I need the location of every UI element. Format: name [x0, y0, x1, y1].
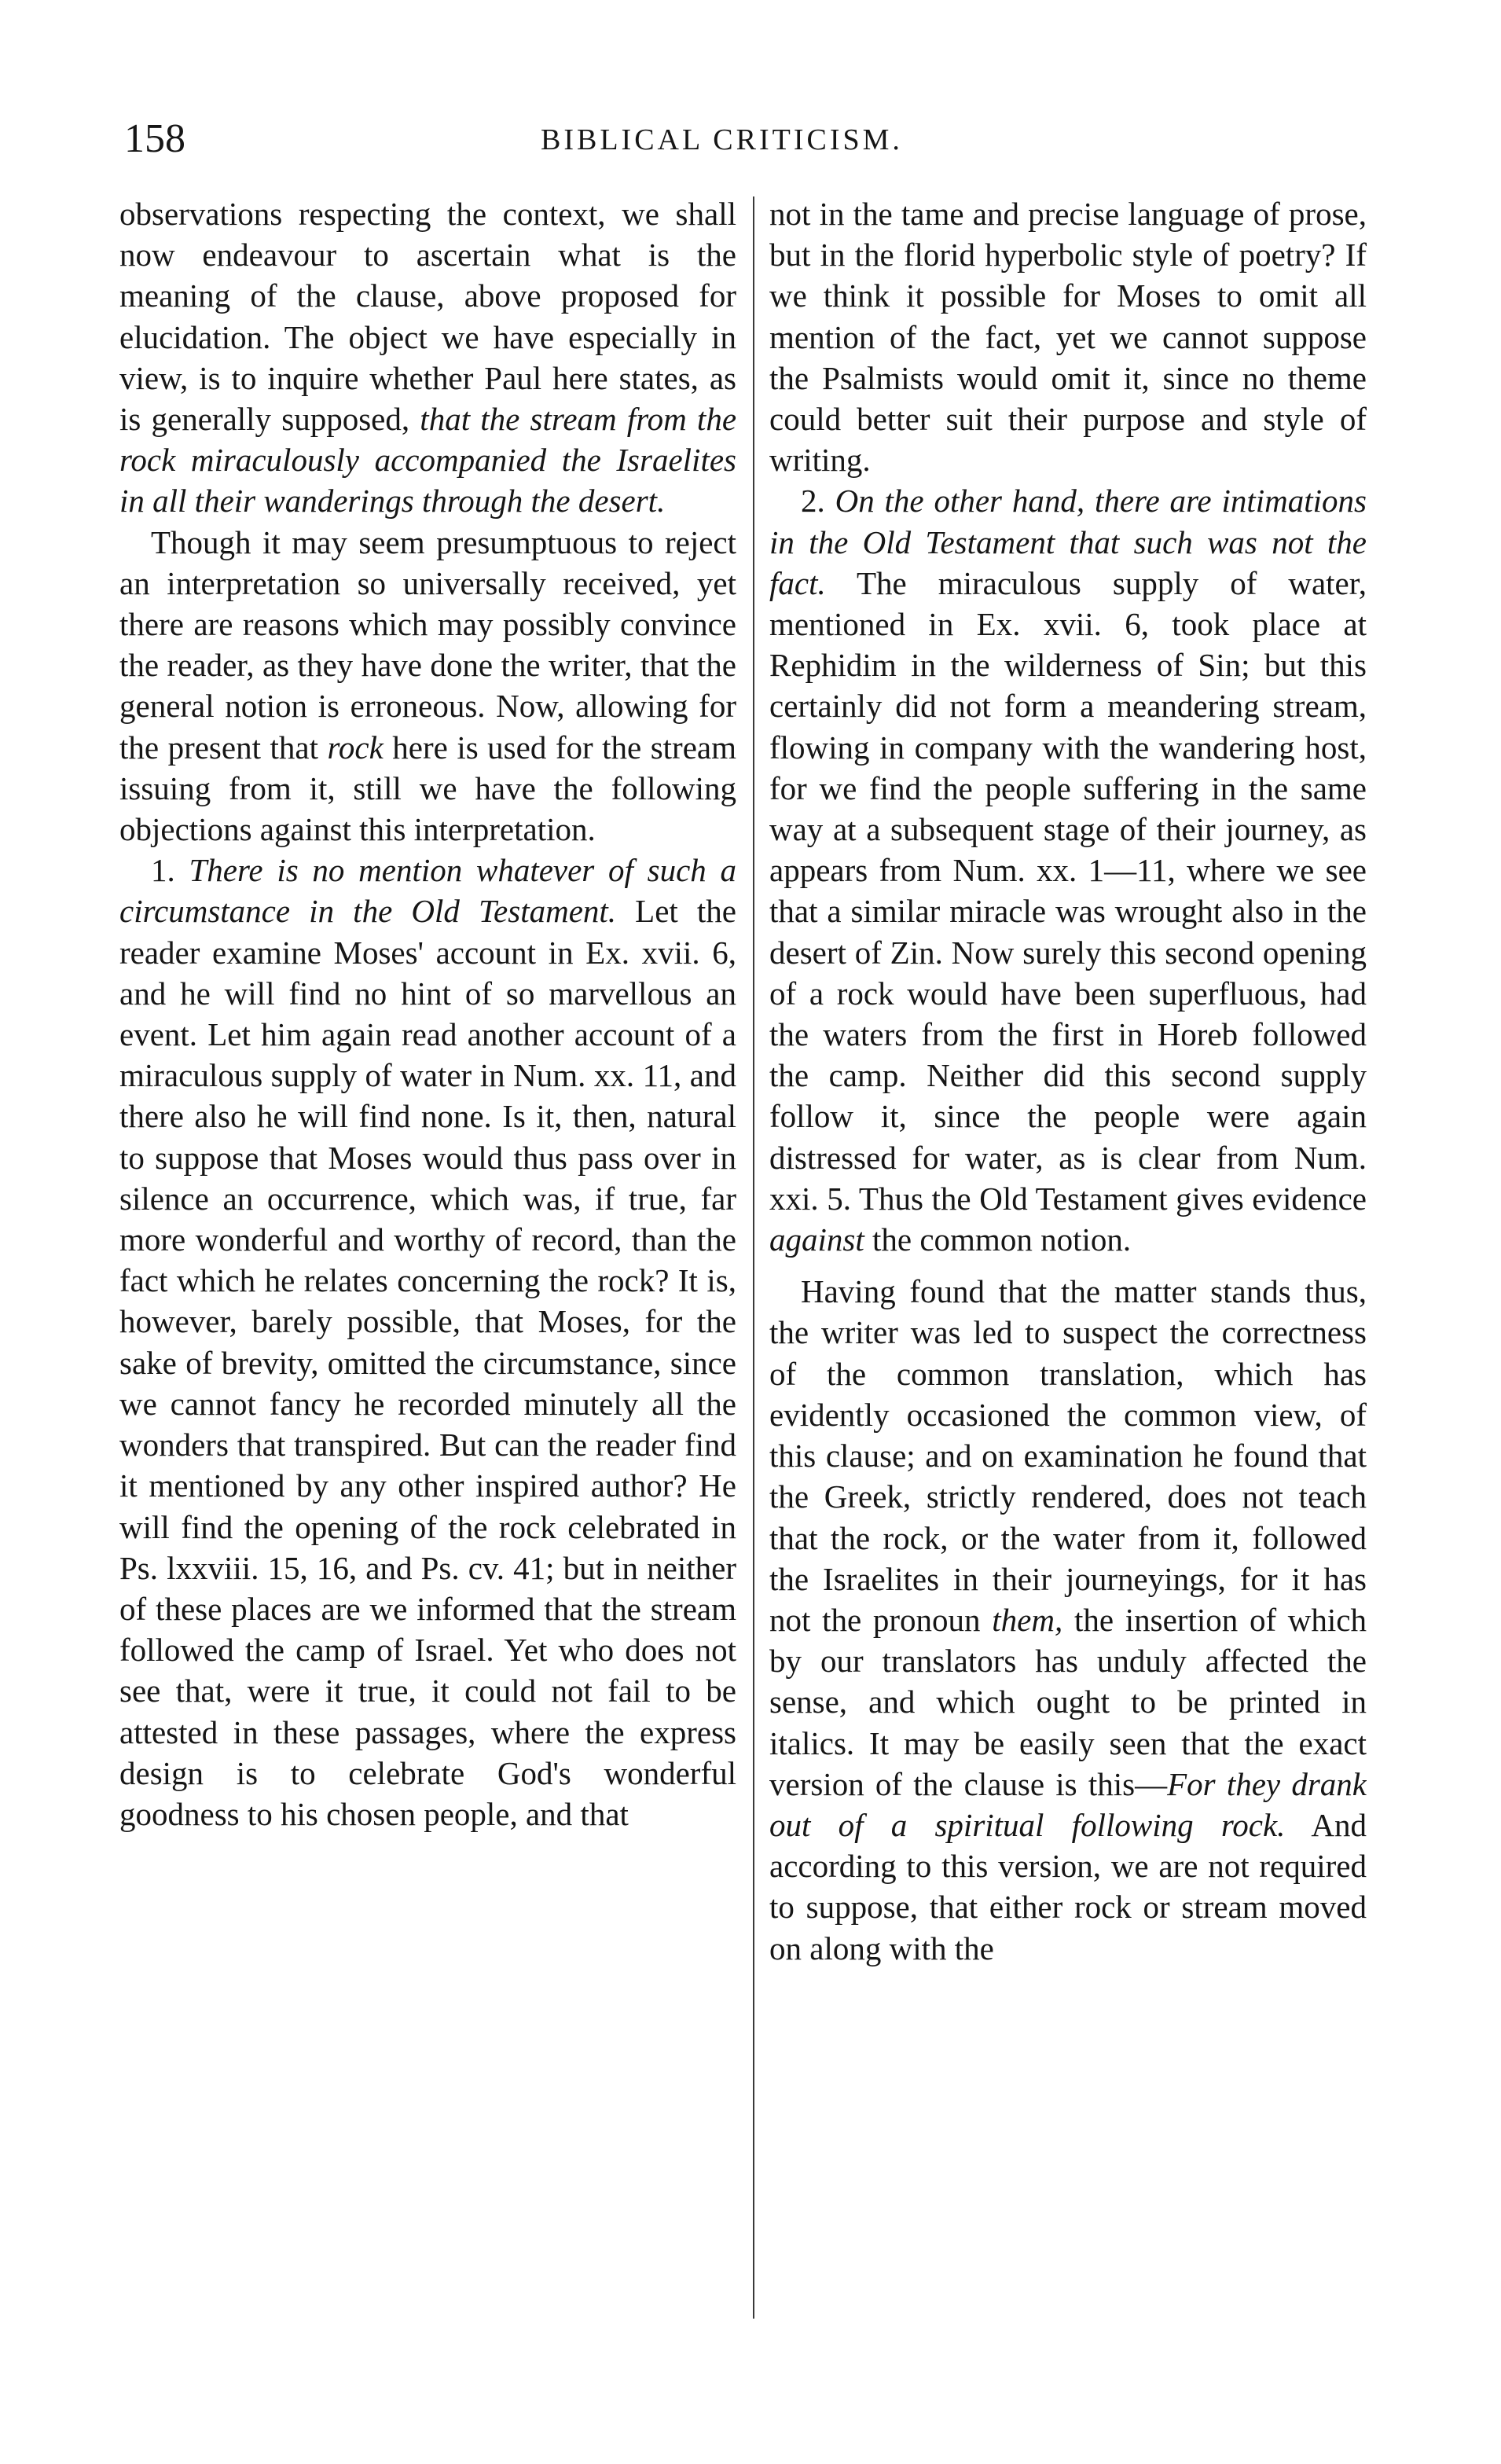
paragraph-poetry-continuation [769, 193, 1367, 480]
objection-number: 1. [151, 852, 189, 889]
page-header [124, 112, 1350, 167]
objection-number: 2. [801, 483, 835, 520]
running-head: BIBLICAL CRITICISM. [541, 123, 903, 156]
italic-word: rock [327, 729, 384, 766]
italic-translation: For they drank out of a spiritual following rock. [769, 1765, 1367, 1843]
paragraph-context-continuation [119, 193, 736, 522]
paragraph-text: the common notion. [864, 1221, 1132, 1258]
paragraph-objection-1 [119, 850, 736, 1834]
paragraph-text: Though it may seem presumptuous to reject an interpretation so universally received, yet there are reasons which may possibly convince the reader, as they have done the writer, that the general notion is erroneous. Now, allowing for the present that [119, 523, 736, 766]
italic-objection-heading: There is no mention whatever of such a circumstance in the Old Testament. [119, 852, 736, 930]
paragraph-objections-intro [119, 522, 736, 850]
italic-objection-heading: On the other hand, there are intimations in the Old Testament that such was not the fact. [769, 483, 1367, 601]
paragraph-text: Let the reader examine Moses' account in Ex. xvii. 6, and he will find no hint of so marvellous an event. Let him again read another account of a miraculous supply of water in Num. xx. 11, and there also he will find none. Is it, then, natural to suppose that Moses would thus pass over in silence an occurrence, which was, if true, far more wonderful and worthy of record, than the fact which he relates concerning the rock? It is, however, barely possible, that Moses, for the sake of brevity, omitted the circumstance, since we cannot fancy he recorded minutely all the wonders that transpired. But can the reader find it mentioned by any other inspired author? He will find the opening of the rock celebrated in Ps. lxxviii. 15, 16, and Ps. cv. 41; but in neither of these places are we informed that the stream followed the camp of Israel. Yet who does not see that, were it true, it could not fail to be attested in these passages, where the express design is to celebrate God's wonderful goodness to his chosen people, and that [119, 893, 736, 1832]
paragraph-text: not in the tame and precise language of prose, but in the florid hyperbolic style of poetry? If we think it possible for Moses to omit all mention of the fact, yet we cannot suppose the Psalmists would omit it, since no theme could better suit their purpose and style of writing. [769, 196, 1367, 479]
page-number: 158 [124, 116, 185, 161]
paragraph-text: Having found that the matter stands thus, the writer was led to suspect the correctness of the common translation, which has evidently occasioned the common view, of this clause; and on examination he found that the Greek, strictly rendered, does not teach that the rock, or the water from it, followed the Israelites in their journeyings, for it has not the pronoun [769, 1273, 1367, 1638]
column-divider [753, 196, 754, 2319]
italic-thesis: that the stream from the rock miraculously accompanied the Israelites in all their wanderings through the desert. [119, 401, 736, 520]
right-column [769, 193, 1367, 2339]
left-column [119, 193, 736, 2339]
paragraph-text: And according to this version, we are not required to suppose, that either rock or stream moved on along with the [769, 1806, 1367, 1966]
italic-word: them, [992, 1601, 1063, 1638]
paragraph-text: here is used for the stream issuing from it, still we have the following objections against this interpretation. [119, 729, 736, 848]
paragraph-text: The miraculous supply of water, mentioned in Ex. xvii. 6, took place at Rephidim in the wilderness of Sin; but this certainly did not form a meandering stream, flowing in company with the wandering host, for we find the people suffering in the same way at a subsequent stage of their journey, as appears from Num. xx. 1—11, where we see that a similar miracle was wrought also in the desert of Zin. Now surely this second opening of a rock would have been superfluous, had the waters from the first in Horeb followed the camp. Neither did this second supply follow it, since the people were again distressed for water, as is clear from Num. xxi. 5. Thus the Old Testament gives evidence [769, 564, 1367, 1217]
paragraph-text: the insertion of which by our translators has unduly affected the sense, and which ought to be printed in italics. It may be easily seen that the exact version of the clause is this— [769, 1601, 1367, 1802]
paragraph-translation [769, 1271, 1367, 1968]
italic-word: against [769, 1221, 864, 1258]
paragraph-objection-2 [769, 480, 1367, 1260]
paragraph-text: observations respecting the context, we shall now endeavour to ascertain what is the meaning of the clause, above proposed for elucidation. The object we have especially in view, is to inquire whether Paul here states, as is generally supposed, [119, 196, 736, 438]
